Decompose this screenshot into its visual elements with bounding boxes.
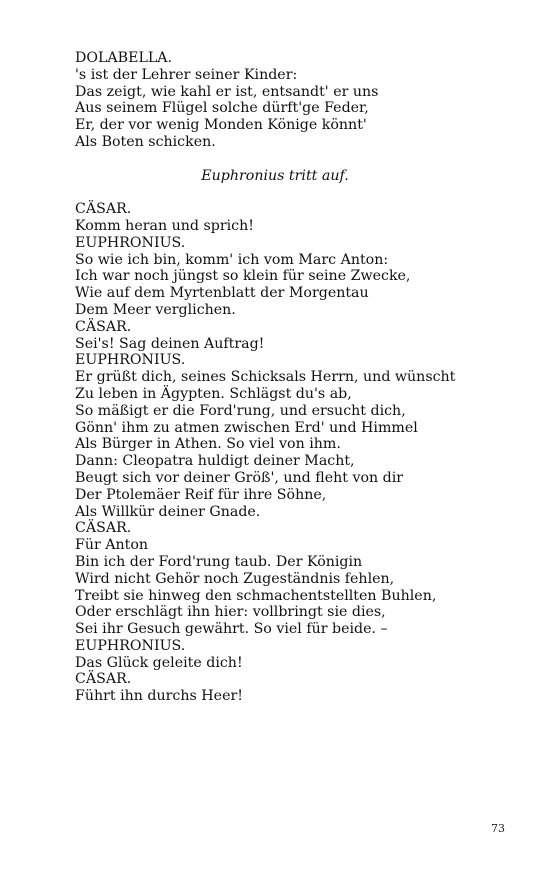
- verse-line: Dem Meer verglichen.: [75, 301, 236, 318]
- verse-line: Der Ptolemäer Reif für ihre Söhne,: [75, 486, 327, 503]
- verse-line: Für Anton: [75, 537, 149, 554]
- verse-line: So wie ich bin, komm' ich vom Marc Anton:: [75, 251, 389, 268]
- speaker-name: CÄSAR.: [75, 201, 132, 218]
- verse-line: Treibt sie hinweg den schmachentstellten Buhlen,: [75, 587, 437, 604]
- speaker-name: EUPHRONIUS.: [75, 637, 186, 654]
- speaker-name: EUPHRONIUS.: [75, 234, 186, 251]
- stage-direction: Euphronius tritt auf.: [201, 167, 349, 184]
- verse-line: Gönn' ihm zu atmen zwischen Erd' und Himmel: [75, 419, 418, 436]
- verse-line: Sei's! Sag deinen Auftrag!: [75, 335, 265, 352]
- spacer: [75, 184, 515, 201]
- verse-line: Führt ihn durchs Heer!: [75, 688, 243, 705]
- play-text: [75, 50, 515, 705]
- verse-line: Aus seinem Flügel solche dürft'ge Feder,: [75, 100, 369, 117]
- verse-line: Beugt sich vor deiner Größ', und fleht von dir: [75, 469, 404, 486]
- verse-line: Er grüßt dich, seines Schicksals Herrn, und wünscht: [75, 369, 456, 386]
- verse-line: Zu leben in Ägypten. Schlägst du's ab,: [75, 385, 352, 402]
- verse-line: Als Bürger in Athen. So viel von ihm.: [75, 436, 341, 453]
- verse-line: So mäßigt er die Ford'rung, und ersucht dich,: [75, 402, 406, 419]
- verse-line: Er, der vor wenig Monden Könige könnt': [75, 117, 367, 134]
- verse-line: Dann: Cleopatra huldigt deiner Macht,: [75, 453, 355, 470]
- verse-line: Das Glück geleite dich!: [75, 654, 243, 671]
- verse-line: Sei ihr Gesuch gewährt. So viel für beide. –: [75, 621, 388, 638]
- dialogue-block-dolabella: [75, 50, 515, 151]
- verse-line: Als Boten schicken.: [75, 133, 216, 150]
- verse-line: Bin ich der Ford'rung taub. Der Königin: [75, 553, 363, 570]
- verse-line: Als Willkür deiner Gnade.: [75, 503, 261, 520]
- dialogue-block-caesar-euphronius: [75, 201, 515, 705]
- verse-line: Komm heran und sprich!: [75, 217, 254, 234]
- speaker-name: CÄSAR.: [75, 671, 132, 688]
- verse-line: Oder erschlägt ihn hier: vollbringt sie dies,: [75, 604, 386, 621]
- verse-line: 's ist der Lehrer seiner Kinder:: [75, 66, 298, 83]
- verse-line: Wird nicht Gehör noch Zugeständnis fehlen,: [75, 570, 395, 587]
- verse-line: Das zeigt, wie kahl er ist, entsandt' er uns: [75, 83, 379, 100]
- speaker-name: CÄSAR.: [75, 520, 132, 537]
- speaker-name: CÄSAR.: [75, 318, 132, 335]
- page-number: 73: [491, 822, 505, 835]
- verse-line: Ich war noch jüngst so klein für seine Zwecke,: [75, 268, 411, 285]
- speaker-name: EUPHRONIUS.: [75, 352, 186, 369]
- spacer: [75, 151, 515, 168]
- verse-line: Wie auf dem Myrtenblatt der Morgentau: [75, 285, 369, 302]
- speaker-name: DOLABELLA.: [75, 50, 173, 66]
